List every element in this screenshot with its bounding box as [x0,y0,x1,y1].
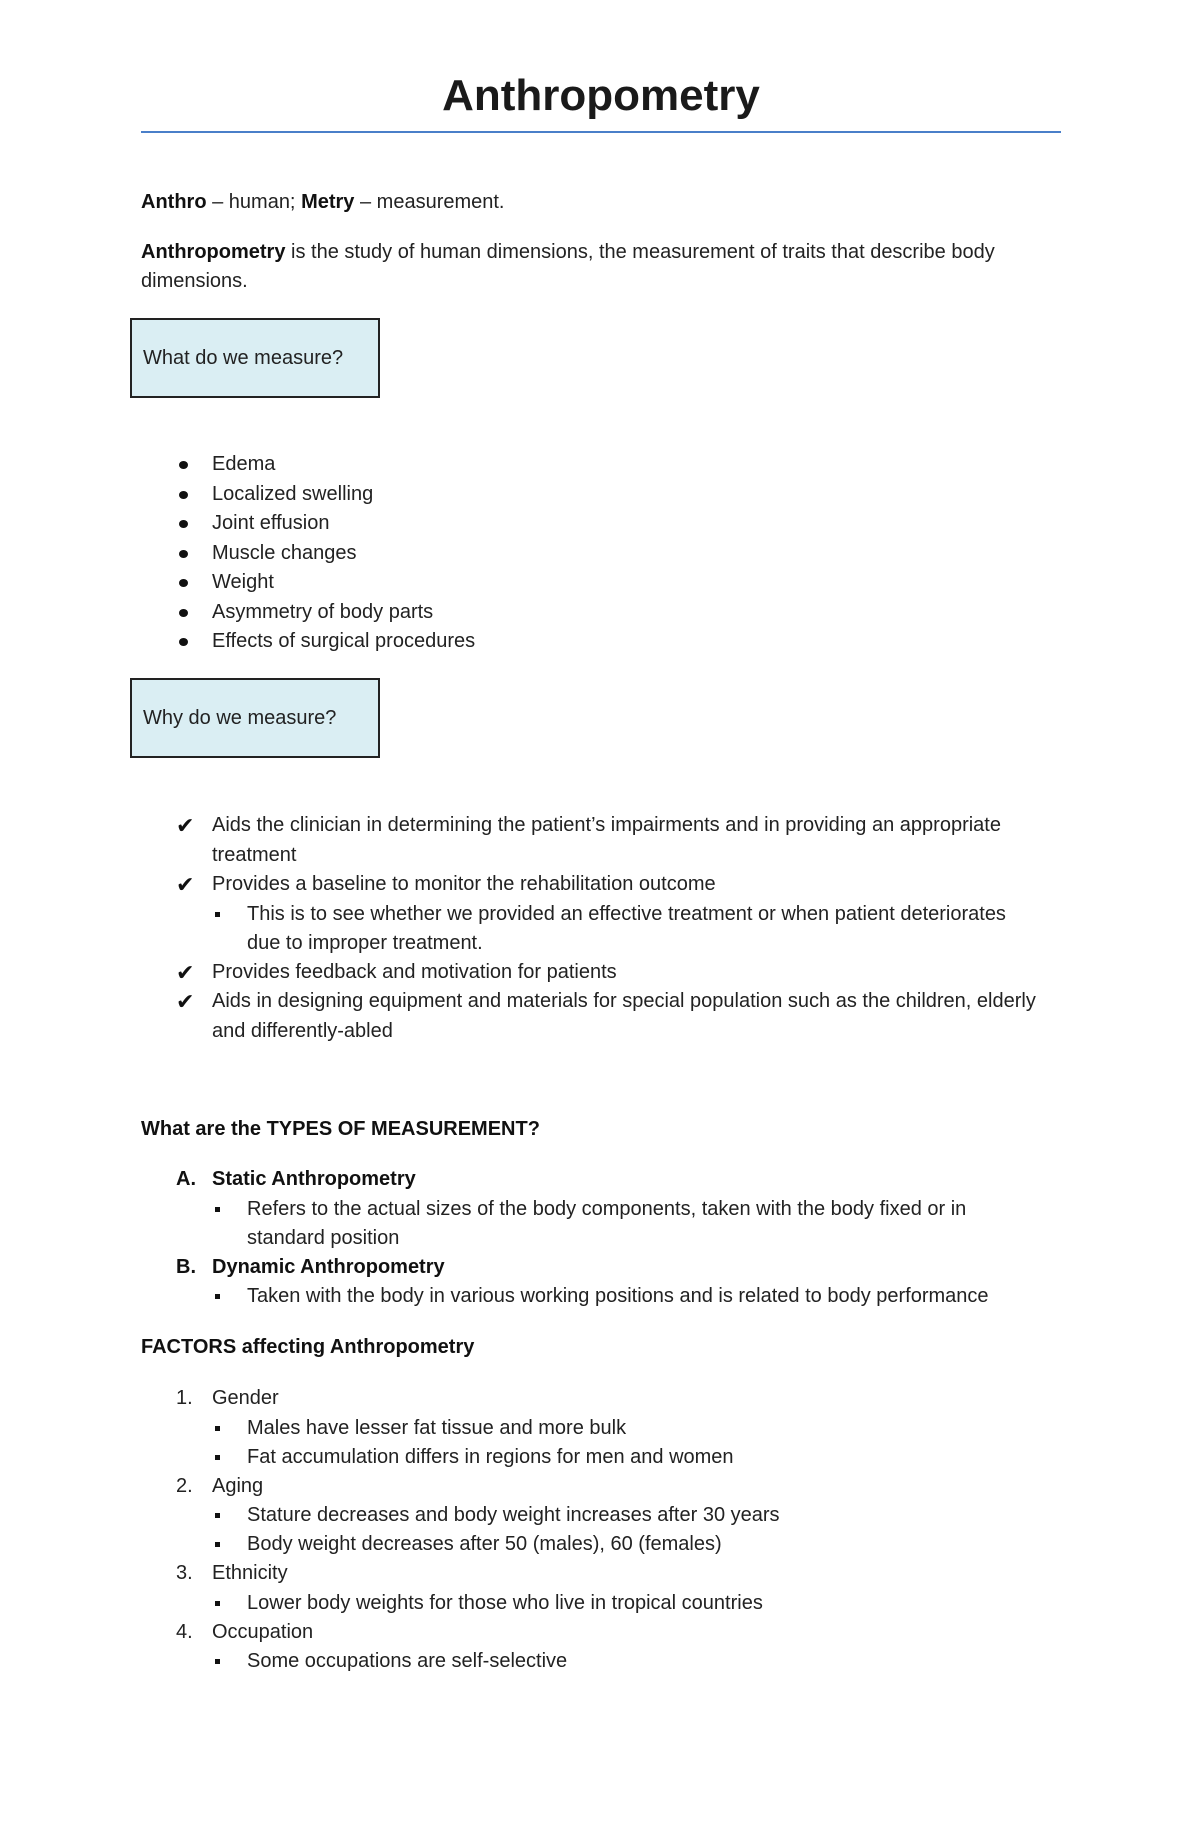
list-item: ✔ Aids the clinician in determining the patient’s impairments and in providing an appropriate treatment [176,813,1001,866]
checkmark-icon: ✔ [176,813,195,838]
square-bullet-icon [215,912,220,917]
list-item: B. Dynamic Anthropometry [141,1253,1041,1283]
bullet-icon [179,461,188,469]
why-box-label: Why do we measure? [143,706,337,729]
list-item: Localized swelling [141,480,1041,510]
bullet-icon [179,550,188,558]
checkmark-icon: ✔ [176,872,195,897]
square-bullet-icon [215,1542,220,1547]
list-item: 4. Occupation [176,1620,314,1643]
sub-list-item: Stature decreases and body weight increases after 30 years [141,1501,1041,1530]
types-list [141,1165,1041,1311]
list-item: Effects of surgical procedures [141,627,1041,657]
bullet-icon [179,579,188,587]
why-box [130,678,380,758]
metry-term: Metry [301,191,355,213]
square-bullet-icon [215,1601,220,1606]
metry-definition: – measurement. [354,191,505,213]
definition-term: Anthropometry [141,241,286,263]
what-box-label: What do we measure? [143,346,344,369]
checkmark-icon: ✔ [176,959,195,985]
sub-list-item: Males have lesser fat tissue and more bulk [141,1414,1041,1443]
type-a-label: A. [176,1168,196,1190]
factors-list [141,1384,1041,1676]
anthro-term: Anthro [141,191,207,213]
sub-list-item: Body weight decreases after 50 (males), 60 (females) [141,1530,1041,1559]
type-b-label: B. [176,1255,196,1278]
definition-paragraph [141,238,1041,296]
sub-list-item: Lower body weights for those who live in tropical countries [141,1589,1041,1618]
bullet-icon [179,520,188,528]
sub-list-item: Fat accumulation differs in regions for men and women [141,1443,1041,1472]
bullet-icon [179,491,188,499]
list-item: ✔ Aids in designing equipment and materials for special population such as the children, elderly and differently-abled [176,989,1036,1042]
list-item: 2. Aging [176,1474,264,1497]
title-underline [141,131,1061,133]
square-bullet-icon [215,1207,220,1212]
square-bullet-icon [215,1659,220,1664]
square-bullet-icon [215,1294,220,1299]
types-heading: What are the TYPES OF MEASUREMENT? [141,1118,540,1140]
list-item: 1. Gender [176,1387,279,1409]
list-item: Weight [141,568,1041,598]
sub-list-item: Some occupations are self-selective [141,1647,1041,1676]
sub-list-item: Taken with the body in various working positions and is related to body performance [141,1282,1041,1311]
what-list [141,450,1041,657]
square-bullet-icon [215,1513,220,1518]
square-bullet-icon [215,1455,220,1460]
why-list [141,811,1041,1046]
bullet-icon [179,609,188,617]
sub-list-item: Refers to the actual sizes of the body components, taken with the body fixed or in standard position [141,1195,1041,1253]
what-box [130,318,380,398]
checkmark-icon: ✔ [176,989,195,1014]
page-title: Anthropometry [442,71,760,120]
list-item: Joint effusion [141,509,1041,539]
list-item: Edema [141,450,1041,480]
list-item: Muscle changes [141,539,1041,569]
sub-list-item: This is to see whether we provided an effective treatment or when patient deteriorates due to improper treatment. [141,900,1041,958]
list-item: ✔ Provides a baseline to monitor the rehabilitation outcome [141,870,1041,900]
definition-text: is the study of human dimensions, the measurement of traits that describe body dimensions. [141,241,995,292]
factors-heading: FACTORS affecting Anthropometry [141,1336,475,1358]
bullet-icon [179,638,188,646]
intro-paragraph [141,188,1041,217]
list-item: Asymmetry of body parts [141,598,1041,628]
anthro-definition: – human; [206,191,302,213]
list-item: 3. Ethnicity [176,1562,288,1584]
list-item: ✔ Provides feedback and motivation for patients [141,958,1041,988]
list-item: A. Static Anthropometry [141,1165,1041,1195]
square-bullet-icon [215,1426,220,1431]
